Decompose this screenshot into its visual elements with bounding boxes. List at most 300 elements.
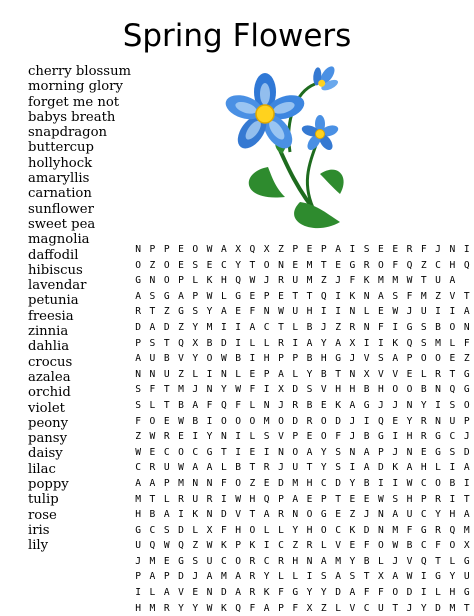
grid-letter: D — [435, 602, 441, 614]
grid-letter: S — [306, 384, 313, 396]
grid-letter: L — [235, 368, 241, 380]
grid-letter: S — [335, 446, 341, 458]
grid-row — [131, 523, 474, 539]
grid-letter: R — [178, 493, 184, 505]
grid-letter: D — [463, 446, 470, 458]
grid-letter: P — [278, 353, 284, 365]
grid-letter: I — [292, 337, 299, 349]
grid-letter: O — [178, 446, 184, 458]
grid-letter: A — [149, 321, 156, 333]
grid-letter: M — [220, 571, 227, 583]
grid-letter: J — [278, 462, 284, 474]
grid-letter: T — [463, 290, 470, 302]
grid-letter: H — [449, 587, 456, 599]
grid-letter: B — [406, 540, 413, 552]
grid-letter: P — [178, 275, 184, 287]
grid-letter: T — [463, 493, 470, 505]
grid-letter: N — [206, 587, 213, 599]
grid-letter: D — [163, 321, 170, 333]
grid-letter: G — [135, 524, 142, 536]
grid-letter: Z — [192, 540, 199, 552]
grid-letter: I — [349, 244, 356, 255]
grid-letter: N — [206, 477, 213, 489]
grid-letter: R — [292, 399, 299, 411]
grid-letter: I — [235, 321, 241, 333]
grid-letter: T — [335, 493, 341, 505]
grid-letter: I — [363, 415, 370, 427]
grid-letter: E — [378, 306, 384, 318]
grid-letter: Y — [235, 259, 241, 271]
grid-letter: B — [149, 509, 156, 521]
grid-letter: A — [278, 368, 284, 380]
grid-letter: J — [406, 306, 413, 318]
grid-letter: L — [192, 524, 199, 536]
word-list-item: amaryllis — [28, 171, 90, 187]
grid-letter: S — [192, 306, 199, 318]
grid-letter: X — [378, 571, 384, 583]
grid-letter: M — [149, 602, 156, 614]
grid-letter: I — [420, 571, 427, 583]
grid-letter: S — [335, 462, 341, 474]
grid-letter: W — [278, 306, 284, 318]
grid-letter: Z — [463, 353, 470, 365]
grid-letter: A — [135, 477, 142, 489]
grid-letter: Q — [449, 524, 456, 536]
grid-letter: O — [163, 259, 170, 271]
grid-letter: E — [178, 431, 184, 443]
grid-letter: R — [278, 337, 284, 349]
grid-letter: E — [406, 368, 413, 380]
word-list-item: violet — [28, 400, 65, 416]
grid-letter: S — [363, 244, 370, 255]
grid-letter: Y — [206, 306, 213, 318]
grid-letter: E — [163, 415, 170, 427]
grid-letter: O — [306, 509, 313, 521]
grid-letter: T — [292, 290, 299, 302]
grid-letter: Q — [235, 275, 241, 287]
grid-letter: W — [249, 275, 256, 287]
grid-letter: L — [278, 571, 284, 583]
grid-letter: C — [363, 602, 370, 614]
grid-letter: Z — [349, 509, 356, 521]
grid-letter: J — [320, 321, 327, 333]
grid-letter: N — [292, 509, 299, 521]
grid-letter: N — [135, 244, 142, 255]
grid-letter: N — [349, 306, 356, 318]
grid-letter: Y — [263, 571, 270, 583]
grid-letter: O — [278, 415, 284, 427]
grid-letter: C — [263, 321, 270, 333]
grid-letter: A — [378, 290, 384, 302]
grid-letter: L — [292, 321, 299, 333]
grid-letter: Q — [263, 493, 270, 505]
grid-letter: J — [392, 446, 399, 458]
grid-letter: P — [163, 244, 170, 255]
grid-letter: J — [278, 399, 284, 411]
grid-letter: T — [435, 555, 441, 567]
grid-letter: L — [278, 524, 284, 536]
grid-letter: X — [263, 244, 270, 255]
grid-letter: E — [378, 244, 384, 255]
grid-letter: B — [235, 353, 241, 365]
grid-letter: K — [220, 540, 227, 552]
grid-letter: H — [135, 602, 142, 614]
grid-letter: D — [178, 571, 184, 583]
grid-letter: P — [406, 353, 413, 365]
grid-letter: U — [149, 353, 156, 365]
grid-letter: H — [306, 306, 313, 318]
grid-letter: Q — [406, 259, 413, 271]
grid-letter: A — [335, 571, 341, 583]
grid-letter: D — [292, 384, 299, 396]
grid-letter: R — [135, 306, 142, 318]
grid-letter: A — [206, 462, 213, 474]
grid-letter: O — [249, 415, 256, 427]
grid-letter: F — [349, 275, 356, 287]
grid-letter: C — [149, 524, 156, 536]
grid-letter: Y — [420, 399, 427, 411]
grid-letter: I — [449, 462, 456, 474]
grid-row — [131, 304, 474, 320]
word-list-item: crocus — [28, 354, 73, 370]
grid-letter: R — [278, 509, 284, 521]
page-title: Spring Flowers — [122, 18, 352, 54]
grid-letter: A — [192, 462, 199, 474]
word-list-item: cherry blossum — [28, 64, 132, 79]
grid-letter: I — [392, 321, 399, 333]
grid-letter: K — [263, 587, 270, 599]
grid-letter: D — [220, 587, 227, 599]
grid-letter: S — [420, 321, 427, 333]
grid-letter: O — [220, 415, 227, 427]
grid-letter: X — [363, 368, 370, 380]
grid-letter: M — [378, 275, 384, 287]
grid-letter: E — [306, 431, 313, 443]
grid-letter: A — [363, 446, 370, 458]
grid-letter: G — [349, 259, 356, 271]
grid-letter: W — [178, 415, 184, 427]
grid-letter: G — [463, 368, 470, 380]
grid-letter: F — [278, 587, 284, 599]
grid-letter: P — [292, 353, 299, 365]
word-list-item: daisy — [28, 446, 63, 462]
grid-letter: W — [149, 431, 156, 443]
grid-letter: Q — [235, 602, 241, 614]
grid-letter: I — [235, 337, 241, 349]
grid-letter: L — [192, 275, 199, 287]
word-list-item: babys breath — [28, 109, 116, 125]
grid-letter: R — [435, 493, 441, 505]
grid-row — [131, 476, 474, 492]
grid-letter: C — [420, 509, 427, 521]
grid-letter: A — [320, 555, 327, 567]
grid-letter: K — [349, 524, 356, 536]
grid-letter: I — [449, 493, 456, 505]
grid-letter: E — [206, 259, 213, 271]
grid-letter: J — [435, 244, 441, 255]
grid-letter: C — [420, 540, 427, 552]
grid-letter: A — [178, 290, 184, 302]
grid-letter: F — [378, 587, 384, 599]
grid-letter: B — [306, 353, 313, 365]
grid-letter: N — [149, 275, 156, 287]
grid-letter: D — [278, 477, 284, 489]
grid-letter: R — [435, 368, 441, 380]
grid-letter: Z — [249, 477, 256, 489]
grid-letter: E — [449, 353, 456, 365]
grid-row — [131, 492, 474, 508]
grid-letter: L — [192, 368, 199, 380]
grid-letter: Y — [306, 368, 313, 380]
grid-letter: O — [263, 259, 270, 271]
grid-letter: D — [220, 337, 227, 349]
grid-letter: F — [406, 290, 413, 302]
grid-letter: H — [249, 493, 256, 505]
grid-letter: A — [463, 306, 470, 318]
word-list-item: petunia — [28, 293, 79, 309]
grid-letter: L — [320, 540, 327, 552]
word-list-item: lily — [28, 538, 49, 554]
word-list-item: zinnia — [28, 324, 69, 340]
word-search-grid — [131, 242, 474, 616]
grid-letter: O — [392, 587, 399, 599]
grid-letter: I — [235, 446, 241, 458]
grid-letter: U — [406, 509, 413, 521]
grid-letter: G — [463, 384, 470, 396]
grid-letter: X — [349, 337, 356, 349]
word-list-item: lavendar — [28, 278, 87, 294]
grid-letter: T — [392, 602, 399, 614]
grid-letter: H — [449, 509, 456, 521]
grid-letter: L — [449, 555, 456, 567]
word-list-item: hibiscus — [28, 262, 83, 278]
grid-letter: P — [420, 493, 427, 505]
grid-letter: I — [392, 431, 399, 443]
grid-letter: B — [363, 555, 370, 567]
grid-letter: P — [192, 290, 199, 302]
grid-letter: I — [263, 446, 270, 458]
grid-letter: I — [206, 415, 213, 427]
grid-letter: T — [163, 384, 170, 396]
grid-letter: O — [378, 540, 384, 552]
grid-letter: J — [192, 571, 199, 583]
grid-letter: N — [363, 321, 370, 333]
grid-letter: A — [363, 462, 370, 474]
grid-letter: Q — [149, 540, 156, 552]
grid-letter: L — [435, 587, 441, 599]
grid-letter: I — [206, 368, 213, 380]
grid-letter: L — [149, 399, 156, 411]
grid-letter: H — [420, 462, 427, 474]
word-list-item: dahlia — [28, 339, 70, 355]
grid-letter: O — [449, 540, 456, 552]
grid-letter: V — [335, 540, 341, 552]
grid-letter: A — [349, 399, 356, 411]
grid-letter: C — [420, 477, 427, 489]
grid-letter: H — [378, 384, 384, 396]
grid-letter: Q — [320, 290, 327, 302]
grid-letter: Q — [449, 384, 456, 396]
grid-letter: U — [192, 493, 199, 505]
grid-letter: Y — [220, 384, 227, 396]
word-list-item: morning glory — [28, 79, 123, 95]
grid-letter: C — [220, 555, 227, 567]
grid-letter: T — [278, 321, 284, 333]
grid-letter: O — [235, 477, 241, 489]
grid-letter: G — [363, 399, 370, 411]
grid-letter: K — [392, 462, 399, 474]
grid-row — [131, 429, 474, 445]
word-list-item: peony — [28, 415, 69, 431]
grid-letter: R — [306, 540, 313, 552]
grid-letter: W — [178, 462, 184, 474]
grid-letter: N — [349, 446, 356, 458]
word-list-item: pansy — [28, 431, 68, 447]
grid-letter: M — [306, 275, 313, 287]
grid-letter: E — [349, 493, 356, 505]
grid-row — [131, 382, 474, 398]
grid-letter: U — [463, 571, 470, 583]
grid-letter: A — [349, 587, 356, 599]
grid-letter: R — [306, 415, 313, 427]
grid-letter: H — [406, 493, 413, 505]
grid-letter: G — [320, 509, 327, 521]
grid-letter: I — [420, 587, 427, 599]
grid-letter: A — [149, 477, 156, 489]
grid-letter: C — [220, 259, 227, 271]
grid-letter: P — [278, 602, 284, 614]
grid-letter: Q — [420, 555, 427, 567]
grid-letter: G — [463, 555, 470, 567]
grid-letter: G — [206, 446, 213, 458]
grid-letter: N — [435, 415, 441, 427]
grid-letter: B — [363, 384, 370, 396]
word-list-item: daffodil — [28, 247, 79, 263]
grid-row — [131, 538, 474, 554]
grid-letter: W — [206, 540, 213, 552]
grid-letter: G — [335, 353, 341, 365]
grid-letter: C — [163, 446, 170, 458]
grid-letter: J — [392, 399, 399, 411]
grid-row — [131, 367, 474, 383]
grid-letter: R — [349, 321, 356, 333]
grid-letter: E — [306, 493, 313, 505]
grid-letter: M — [335, 555, 341, 567]
grid-letter: E — [263, 477, 270, 489]
grid-letter: I — [392, 477, 399, 489]
grid-letter: D — [335, 587, 341, 599]
grid-letter: N — [449, 244, 456, 255]
grid-letter: N — [378, 509, 384, 521]
grid-letter: V — [278, 431, 284, 443]
grid-letter: E — [320, 399, 327, 411]
grid-letter: P — [149, 244, 156, 255]
word-list-item: tulip — [28, 492, 59, 508]
grid-letter: I — [192, 431, 199, 443]
grid-letter: W — [378, 493, 384, 505]
word-list-item: lilac — [28, 461, 56, 477]
grid-letter: B — [306, 321, 313, 333]
grid-letter: E — [149, 446, 156, 458]
grid-letter: Y — [349, 477, 356, 489]
grid-letter: E — [249, 446, 256, 458]
grid-letter: R — [278, 555, 284, 567]
grid-letter: A — [163, 509, 170, 521]
grid-letter: V — [320, 384, 327, 396]
word-list-item: snapdragon — [28, 125, 108, 141]
grid-letter: C — [263, 555, 270, 567]
grid-letter: S — [392, 290, 399, 302]
grid-letter: T — [249, 509, 256, 521]
grid-letter: I — [449, 306, 456, 318]
grid-letter: R — [435, 524, 441, 536]
grid-letter: Q — [220, 399, 227, 411]
grid-letter: Y — [192, 321, 199, 333]
grid-letter: H — [306, 477, 313, 489]
grid-letter: R — [249, 587, 256, 599]
grid-letter: F — [249, 384, 256, 396]
grid-letter: P — [235, 540, 241, 552]
word-list-item: hollyhock — [28, 155, 93, 171]
word-list-item: sweet pea — [28, 216, 96, 232]
grid-letter: G — [292, 587, 299, 599]
grid-letter: D — [178, 524, 184, 536]
grid-letter: I — [363, 337, 370, 349]
grid-letter: Y — [306, 587, 313, 599]
grid-letter: F — [335, 431, 341, 443]
grid-letter: O — [192, 244, 199, 255]
grid-letter: T — [149, 306, 156, 318]
grid-letter: Z — [163, 306, 170, 318]
grid-letter: A — [235, 571, 241, 583]
grid-letter: N — [463, 321, 470, 333]
grid-letter: I — [349, 462, 356, 474]
grid-letter: Y — [192, 602, 199, 614]
grid-letter: G — [378, 431, 384, 443]
grid-letter: E — [249, 290, 256, 302]
grid-letter: I — [335, 290, 341, 302]
grid-letter: P — [278, 493, 284, 505]
grid-letter: N — [149, 368, 156, 380]
grid-letter: E — [235, 306, 241, 318]
grid-letter: M — [178, 477, 184, 489]
grid-letter: X — [278, 384, 284, 396]
grid-letter: I — [435, 399, 441, 411]
grid-letter: Y — [449, 571, 456, 583]
grid-letter: X — [306, 602, 313, 614]
grid-letter: A — [192, 399, 199, 411]
grid-letter: E — [163, 555, 170, 567]
word-list-item: poppy — [28, 477, 69, 493]
grid-letter: W — [220, 353, 227, 365]
grid-letter: C — [435, 259, 441, 271]
grid-letter: O — [149, 415, 156, 427]
grid-letter: C — [192, 446, 199, 458]
grid-letter: C — [335, 524, 341, 536]
grid-letter: R — [249, 571, 256, 583]
grid-letter: L — [435, 462, 441, 474]
grid-letter: P — [463, 415, 470, 427]
grid-row — [131, 601, 474, 616]
grid-row — [131, 398, 474, 414]
grid-letter: H — [449, 259, 456, 271]
grid-letter: O — [463, 399, 470, 411]
grid-letter: M — [292, 477, 299, 489]
word-list — [28, 64, 131, 554]
grid-letter: N — [435, 384, 441, 396]
grid-letter: T — [363, 571, 370, 583]
grid-letter: F — [435, 540, 441, 552]
